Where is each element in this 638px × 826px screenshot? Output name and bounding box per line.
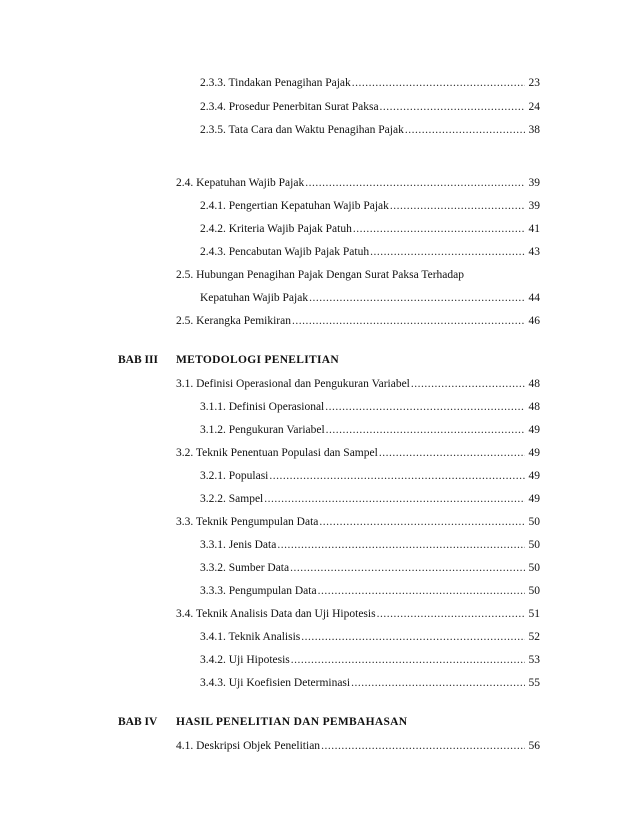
toc-entry-label: 3.3. Teknik Pengumpulan Data <box>176 516 319 528</box>
toc-leader-dots <box>277 538 525 552</box>
toc-entry-label: 3.4.3. Uji Koefisien Determinasi <box>200 677 351 689</box>
toc-leader-dots <box>325 400 525 414</box>
toc-entry-label: 3.1.1. Definisi Operasional <box>200 401 325 413</box>
toc-entry <box>200 676 540 690</box>
toc-entry <box>200 423 540 437</box>
toc-entry-page: 55 <box>528 677 540 689</box>
toc-entry-page: 48 <box>528 378 540 390</box>
toc-leader-dots <box>352 76 525 90</box>
toc-entry <box>200 400 540 414</box>
chapter-title: HASIL PENELITIAN DAN PEMBAHASAN <box>176 716 408 728</box>
toc-leader-dots <box>290 561 525 575</box>
toc-entry-label: 3.4. Teknik Analisis Data dan Uji Hipotesis <box>176 608 376 620</box>
toc-entry <box>200 100 540 114</box>
toc-leader-dots <box>326 423 525 437</box>
toc-leader-dots <box>292 314 525 328</box>
toc-entry-page: 48 <box>528 401 540 413</box>
toc-entry-label: 2.4. Kepatuhan Wajib Pajak <box>176 177 305 189</box>
toc-leader-dots <box>319 515 525 529</box>
toc-entry-page: 49 <box>528 424 540 436</box>
toc-entry-page: 46 <box>528 315 540 327</box>
toc-entry-page: 49 <box>528 470 540 482</box>
toc-entry-label: 2.4.2. Kriteria Wajib Pajak Patuh <box>200 223 352 235</box>
chapter-title: METODOLOGI PENELITIAN <box>176 354 339 366</box>
toc-entry-label: 2.3.4. Prosedur Penerbitan Surat Paksa <box>200 101 379 113</box>
toc-entry <box>200 630 540 644</box>
toc-entry-label: 3.3.3. Pengumpulan Data <box>200 585 317 597</box>
toc-entry-page: 41 <box>528 223 540 235</box>
toc-entry <box>200 469 540 483</box>
toc-leader-dots <box>370 245 525 259</box>
toc-entry-label: 2.4.1. Pengertian Kepatuhan Wajib Pajak <box>200 200 389 212</box>
toc-entry-label: 2.3.3. Tindakan Penagihan Pajak <box>200 77 351 89</box>
toc-leader-dots <box>390 199 525 213</box>
toc-entry-label: 3.4.1. Teknik Analisis <box>200 631 301 643</box>
toc-entry-label: 3.1. Definisi Operasional dan Pengukuran Variabel <box>176 378 410 390</box>
toc-entry-page: 43 <box>528 246 540 258</box>
toc-leader-dots <box>318 584 525 598</box>
toc-entry <box>176 739 540 753</box>
toc-entry <box>200 222 540 236</box>
toc-entry-page: 38 <box>528 124 540 136</box>
toc-entry-label: 3.2.2. Sampel <box>200 493 264 505</box>
toc-entry-page: 49 <box>528 493 540 505</box>
toc-leader-dots <box>405 123 525 137</box>
toc-entry-page: 49 <box>528 447 540 459</box>
toc-leader-dots <box>353 222 525 236</box>
toc-entry-page: 53 <box>528 654 540 666</box>
toc-entry-label: 4.1. Deskripsi Objek Penelitian <box>176 740 321 752</box>
toc-leader-dots <box>377 607 525 621</box>
toc-entry-label: 3.3.1. Jenis Data <box>200 539 277 551</box>
toc-entry-page: 23 <box>528 77 540 89</box>
toc-entry-page: 50 <box>528 585 540 597</box>
toc-entry <box>176 607 540 621</box>
toc-entry-page: 51 <box>528 608 540 620</box>
toc-entry <box>200 291 540 305</box>
toc-entry-page: 50 <box>528 562 540 574</box>
toc-entry <box>176 176 540 190</box>
toc-entry-label: 2.5. Kerangka Pemikiran <box>176 315 291 327</box>
toc-entry <box>200 584 540 598</box>
chapter-label: BAB IV <box>118 716 158 728</box>
toc-leader-dots <box>321 739 525 753</box>
toc-entry <box>176 314 540 328</box>
toc-entry <box>200 653 540 667</box>
toc-entry <box>176 446 540 460</box>
toc-entry-label: Kepatuhan Wajib Pajak <box>200 292 309 304</box>
toc-entry <box>176 377 540 391</box>
toc-entry <box>176 515 540 529</box>
toc-entry-page: 24 <box>528 101 540 113</box>
toc-entry-label: 2.3.5. Tata Cara dan Waktu Penagihan Pajak <box>200 124 404 136</box>
chapter-label: BAB III <box>118 354 158 366</box>
toc-entry-page: 52 <box>528 631 540 643</box>
toc-entry-page: 50 <box>528 516 540 528</box>
toc-leader-dots <box>305 176 525 190</box>
toc-leader-dots <box>264 492 525 506</box>
toc-entry-label: 3.4.2. Uji Hipotesis <box>200 654 290 666</box>
toc-entry <box>200 123 540 137</box>
toc-leader-dots <box>291 653 525 667</box>
toc-entry-page: 44 <box>528 292 540 304</box>
toc-entry <box>200 245 540 259</box>
toc-entry-heading: 2.5. Hubungan Penagihan Pajak Dengan Surat Paksa Terhadap <box>176 269 465 281</box>
toc-entry-label: 3.3.2. Sumber Data <box>200 562 290 574</box>
toc-entry <box>200 76 540 90</box>
toc-entry-label: 3.2. Teknik Penentuan Populasi dan Sampel <box>176 447 378 459</box>
toc-leader-dots <box>380 100 525 114</box>
toc-entry <box>200 492 540 506</box>
toc-entry <box>200 199 540 213</box>
toc-leader-dots <box>351 676 525 690</box>
toc-entry-label: 3.1.2. Pengukuran Variabel <box>200 424 325 436</box>
toc-entry <box>200 538 540 552</box>
toc-leader-dots <box>309 291 525 305</box>
toc-leader-dots <box>379 446 525 460</box>
toc-leader-dots <box>301 630 525 644</box>
toc-entry-page: 50 <box>528 539 540 551</box>
toc-entry-page: 39 <box>528 177 540 189</box>
toc-entry <box>200 561 540 575</box>
toc-entry-page: 39 <box>528 200 540 212</box>
toc-leader-dots <box>269 469 525 483</box>
toc-entry-page: 56 <box>528 740 540 752</box>
toc-leader-dots <box>411 377 525 391</box>
toc-entry-label: 2.4.3. Pencabutan Wajib Pajak Patuh <box>200 246 370 258</box>
toc-entry-label: 3.2.1. Populasi <box>200 470 269 482</box>
